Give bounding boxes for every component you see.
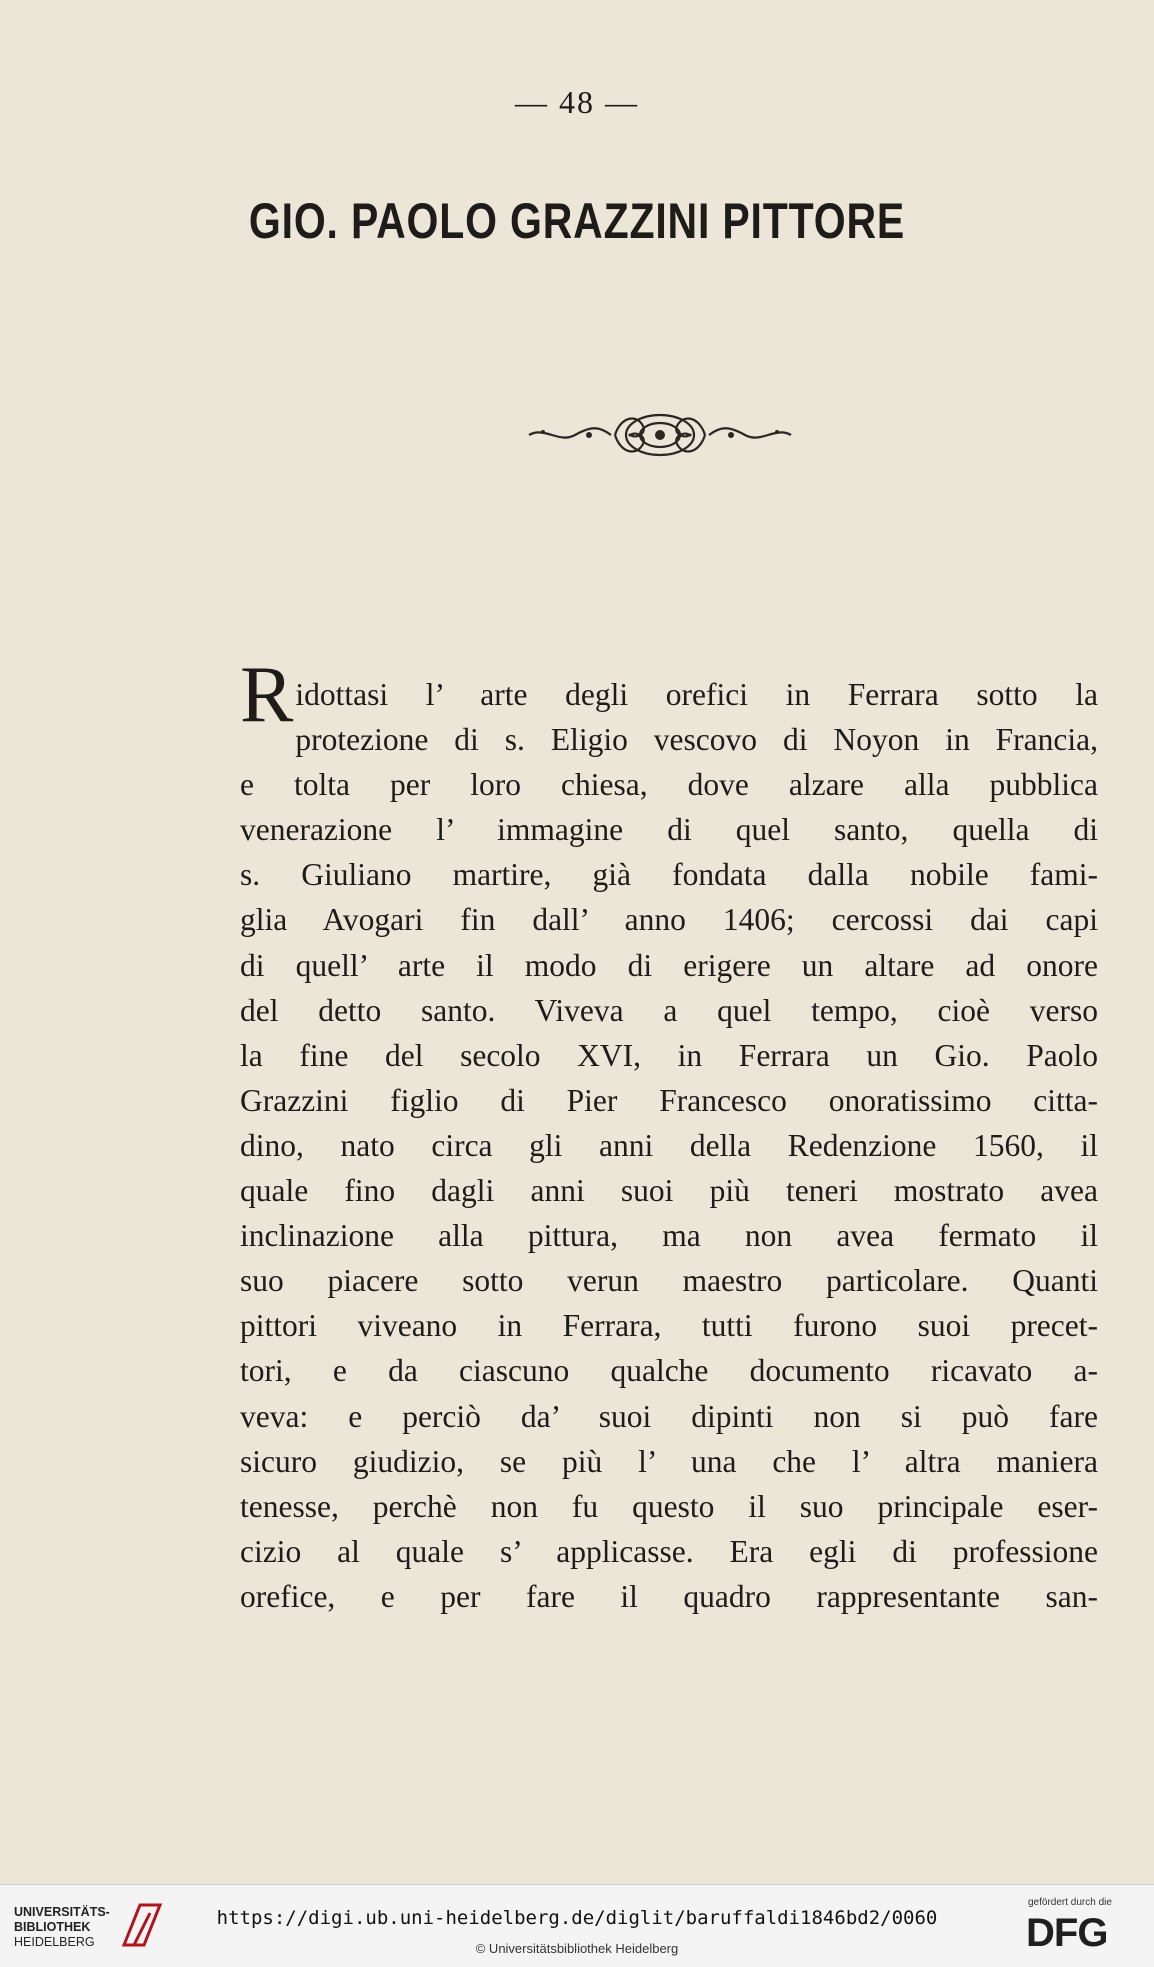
dfg-logo[interactable]: DFG: [1026, 1911, 1108, 1955]
body-paragraph: [240, 651, 1098, 1619]
funding-note: gefördert durch die: [1028, 1897, 1112, 1908]
drop-cap: R: [240, 651, 294, 739]
text-line: dino, nato circa gli anni della Redenzione 1560, il: [240, 1127, 1098, 1163]
text-line: pittori viveano in Ferrara, tutti furono suoi precet-: [240, 1308, 1098, 1344]
text-line: veva: e perciò da’ suoi dipinti non si può fare: [240, 1398, 1098, 1434]
text-line: suo piacere sotto verun maestro particolare. Quanti: [240, 1263, 1098, 1299]
text-line: tori, e da ciascuno qualche documento ricavato a-: [240, 1353, 1098, 1389]
text-line: cizio al quale s’ applicasse. Era egli di professione: [240, 1533, 1098, 1569]
text-line: orefice, e per fare il quadro rappresentante san-: [240, 1578, 1098, 1614]
text-line: e tolta per loro chiesa, dove alzare alla pubblica: [240, 767, 1098, 803]
copyright-notice: © Universitätsbibliothek Heidelberg: [475, 1941, 679, 1956]
text-line: quale fino dagli anni suoi più teneri mostrato avea: [240, 1173, 1098, 1209]
text-line: Grazzini figlio di Pier Francesco onoratissimo citta-: [240, 1082, 1098, 1118]
text-line: di quell’ arte il modo di erigere un altare ad onore: [240, 947, 1098, 983]
text-line: inclinazione alla pittura, ma non avea fermato il: [240, 1218, 1098, 1254]
text-line: la fine del secolo XVI, in Ferrara un Gio. Paolo: [240, 1037, 1098, 1073]
chapter-title: GIO. PAOLO GRAZZINI PITTORE: [248, 193, 906, 249]
viewer-footer: [0, 1884, 1154, 1967]
text-line: glia Avogari fin dall’ anno 1406; cercossi dai capi: [240, 902, 1098, 938]
permalink-url[interactable]: https://digi.ub.uni-heidelberg.de/diglit/baruffaldi1846bd2/0060: [216, 1907, 938, 1929]
text-line: sicuro giudizio, se più l’ una che l’ altra maniera: [240, 1443, 1098, 1479]
library-logo[interactable]: UNIVERSITÄTS- BIBLIOTHEK HEIDELBERG: [14, 1905, 110, 1949]
text-line: venerazione l’ immagine di quel santo, quella di: [240, 812, 1098, 848]
decorative-ornament-icon: [525, 408, 795, 462]
text-line-1: Ridottasi l’ arte degli orefici in Ferrara sotto la: [240, 651, 1098, 739]
text-line: del detto santo. Viveva a quel tempo, cioè verso: [240, 992, 1098, 1028]
text-line: tenesse, perchè non fu questo il suo principale eser-: [240, 1488, 1098, 1524]
page-number: — 48 —: [515, 84, 639, 120]
text-line: protezione di s. Eligio vescovo di Noyon in Francia,: [295, 722, 1098, 758]
text-line: s. Giuliano martire, già fondata dalla nobile fami-: [240, 857, 1098, 893]
